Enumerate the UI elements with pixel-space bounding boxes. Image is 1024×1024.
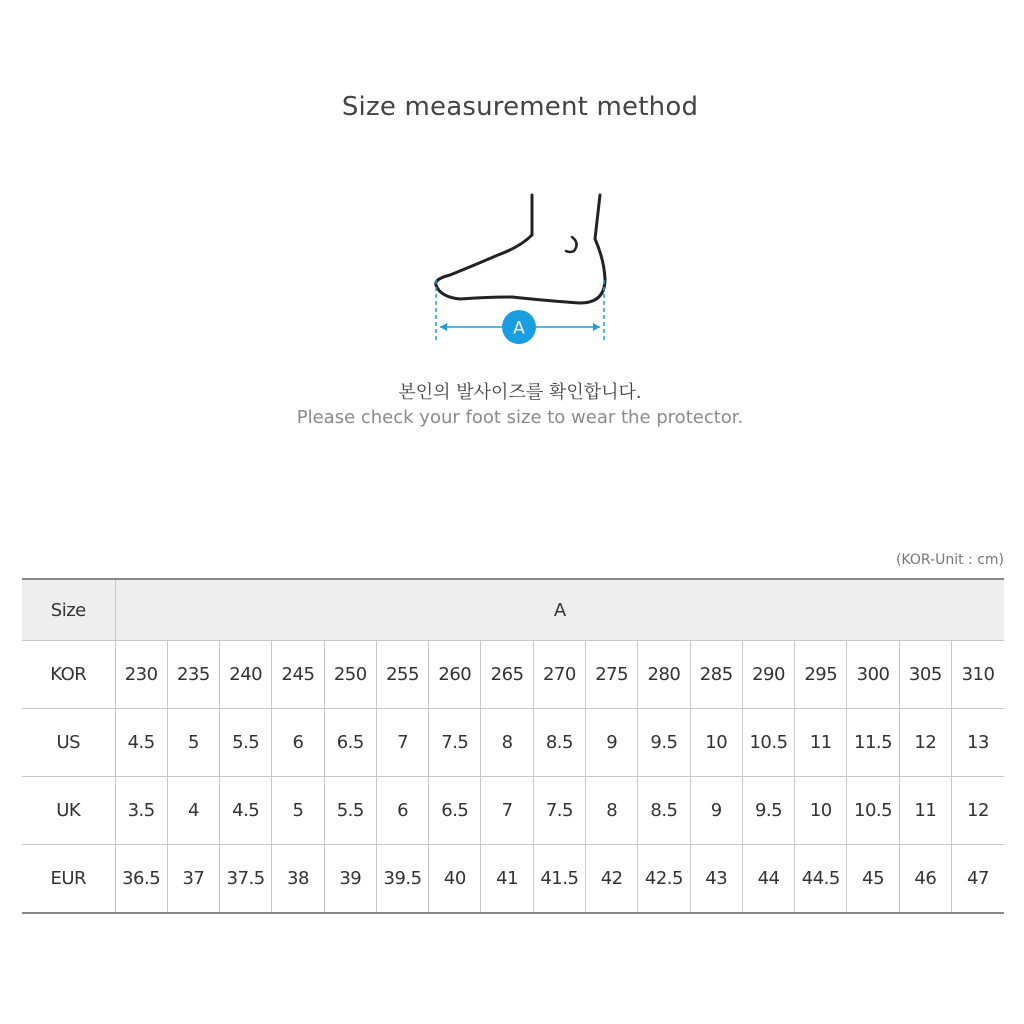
size-cell: 40	[429, 845, 481, 914]
size-cell: 39.5	[376, 845, 428, 914]
table-row	[22, 641, 1004, 709]
size-cell: 280	[638, 641, 690, 709]
size-cell: 5	[167, 709, 219, 777]
size-cell: 9.5	[742, 777, 794, 845]
size-cell: 4.5	[115, 709, 167, 777]
size-cell: 7	[376, 709, 428, 777]
page-title: Size measurement method	[341, 92, 699, 122]
foot-measurement-illustration	[420, 185, 620, 355]
size-cell: 12	[952, 777, 1005, 845]
size-cell: 12	[899, 709, 951, 777]
table-header-row	[22, 579, 1004, 641]
ankle-mark	[566, 237, 577, 252]
table-row	[22, 845, 1004, 914]
size-cell: 265	[481, 641, 533, 709]
size-cell: 6.5	[324, 709, 376, 777]
unit-note: (KOR-Unit : cm)	[895, 552, 1004, 568]
size-cell: 270	[533, 641, 585, 709]
row-label: UK	[22, 777, 115, 845]
size-cell: 9	[586, 709, 638, 777]
size-cell: 4	[167, 777, 219, 845]
size-cell: 13	[952, 709, 1005, 777]
row-label: KOR	[22, 641, 115, 709]
size-cell: 10.5	[742, 709, 794, 777]
size-cell: 240	[220, 641, 272, 709]
measure-label: A	[513, 318, 525, 339]
size-cell: 250	[324, 641, 376, 709]
size-cell: 305	[899, 641, 951, 709]
header-size-label: Size	[22, 579, 115, 641]
size-cell: 45	[847, 845, 899, 914]
size-cell: 44	[742, 845, 794, 914]
size-cell: 42	[586, 845, 638, 914]
size-cell: 6	[272, 709, 324, 777]
size-cell: 7	[481, 777, 533, 845]
row-label: EUR	[22, 845, 115, 914]
size-cell: 43	[690, 845, 742, 914]
size-cell: 10	[795, 777, 847, 845]
size-cell: 41	[481, 845, 533, 914]
size-cell: 3.5	[115, 777, 167, 845]
size-cell: 6.5	[429, 777, 481, 845]
size-cell: 255	[376, 641, 428, 709]
size-cell: 300	[847, 641, 899, 709]
size-cell: 5	[272, 777, 324, 845]
size-cell: 8.5	[638, 777, 690, 845]
size-cell: 11.5	[847, 709, 899, 777]
size-cell: 5.5	[220, 709, 272, 777]
table-row	[22, 777, 1004, 845]
size-cell: 245	[272, 641, 324, 709]
size-cell: 47	[952, 845, 1005, 914]
size-cell: 290	[742, 641, 794, 709]
size-cell: 275	[586, 641, 638, 709]
size-cell: 260	[429, 641, 481, 709]
size-cell: 8	[586, 777, 638, 845]
header-measure-label: A	[115, 579, 1004, 641]
size-cell: 8.5	[533, 709, 585, 777]
size-cell: 11	[795, 709, 847, 777]
size-cell: 6	[376, 777, 428, 845]
size-cell: 41.5	[533, 845, 585, 914]
size-cell: 46	[899, 845, 951, 914]
size-cell: 9.5	[638, 709, 690, 777]
row-label: US	[22, 709, 115, 777]
foot-outline	[436, 195, 605, 303]
size-cell: 285	[690, 641, 742, 709]
size-cell: 37	[167, 845, 219, 914]
size-cell: 8	[481, 709, 533, 777]
size-cell: 44.5	[795, 845, 847, 914]
size-cell: 7.5	[429, 709, 481, 777]
size-cell: 310	[952, 641, 1005, 709]
size-cell: 4.5	[220, 777, 272, 845]
table-row	[22, 709, 1004, 777]
size-cell: 42.5	[638, 845, 690, 914]
size-cell: 235	[167, 641, 219, 709]
size-chart-table	[22, 578, 1004, 914]
size-cell: 10	[690, 709, 742, 777]
size-cell: 10.5	[847, 777, 899, 845]
size-cell: 39	[324, 845, 376, 914]
size-cell: 37.5	[220, 845, 272, 914]
size-cell: 295	[795, 641, 847, 709]
caption-english: Please check your foot size to wear the protector.	[296, 407, 744, 428]
size-cell: 230	[115, 641, 167, 709]
size-cell: 7.5	[533, 777, 585, 845]
size-cell: 11	[899, 777, 951, 845]
size-cell: 38	[272, 845, 324, 914]
size-cell: 5.5	[324, 777, 376, 845]
size-cell: 36.5	[115, 845, 167, 914]
caption-korean: 본인의 발사이즈를 확인합니다.	[398, 382, 642, 403]
size-cell: 9	[690, 777, 742, 845]
